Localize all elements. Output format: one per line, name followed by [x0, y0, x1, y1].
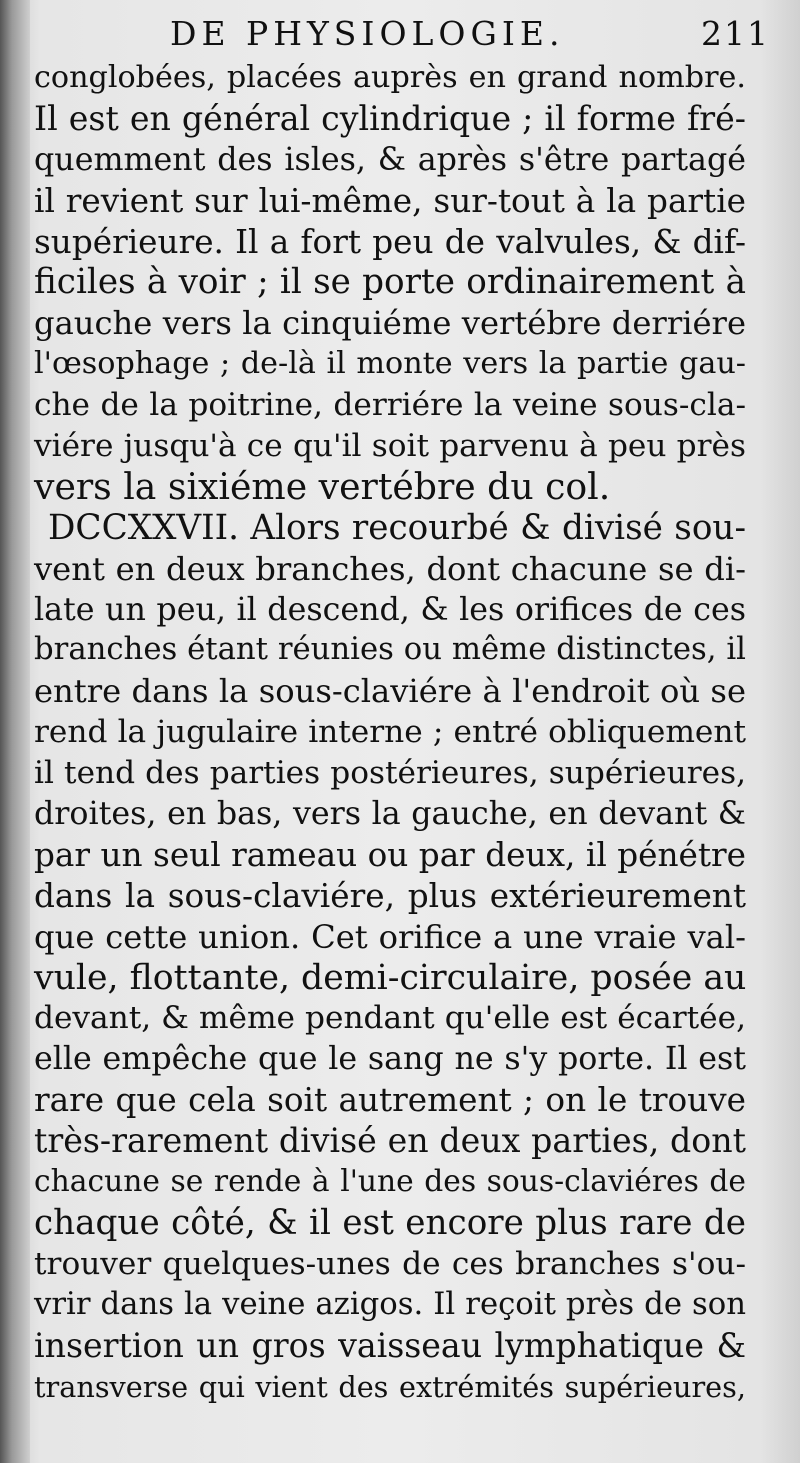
text-line: très-rarement divisé en deux parties, dont: [34, 1121, 746, 1161]
text-line: vrir dans la veine azigos. Il reçoit près de son: [34, 1286, 746, 1322]
text-line: transverse qui vient des extrémités supérieures,: [34, 1369, 746, 1404]
text-line: vers la sixiéme vertébre du col.: [34, 464, 611, 508]
text-line: par un seul rameau ou par deux, il pénétre: [34, 835, 746, 874]
text-line: quemment des isles, & après s'être partagé: [34, 141, 746, 178]
text-line: viére jusqu'à ce qu'il soit parvenu à peu près: [34, 428, 746, 465]
text-line: supérieure. Il a fort peu de valvules, & dif-: [34, 222, 746, 261]
text-line: chacune se rende à l'une des sous-claviéres de: [34, 1164, 746, 1200]
body-text: [34, 58, 746, 1407]
text-line: late un peu, il descend, & les orifices de ces: [34, 591, 746, 628]
running-head: DE PHYSIOLOGIE.: [170, 14, 565, 53]
text-line: chaque côté, & il est encore plus rare de: [34, 1202, 746, 1243]
text-line: gauche vers la cinquiéme vertébre derriére: [34, 304, 746, 343]
text-line: rend la jugulaire interne ; entré obliquement: [34, 714, 746, 751]
text-line: il tend des parties postérieures, supérieures,: [34, 755, 746, 792]
text-line: rare que cela soit autrement ; on le trouve: [34, 1081, 746, 1120]
page-number: 211: [701, 14, 770, 53]
text-line: dans la sous-claviére, plus extérieurement: [34, 876, 746, 915]
text-line: vent en deux branches, dont chacune se di-: [34, 549, 746, 588]
page-header: [170, 14, 770, 60]
text-line: trouver quelques-unes de ces branches s'ou-: [34, 1245, 746, 1282]
text-line: devant, & même pendant qu'elle est écartée,: [34, 1000, 746, 1037]
text-line: Il est en général cylindrique ; il forme fré-: [34, 98, 746, 138]
paragraph-start-line: DCCXXVII. Alors recourbé & divisé sou-: [48, 507, 746, 548]
text-line: il revient sur lui-même, sur-tout à la partie: [34, 181, 746, 220]
text-line: ficiles à voir ; il se porte ordinairement à: [34, 262, 746, 303]
text-line: entre dans la sous-claviére à l'endroit où se: [34, 672, 746, 711]
text-line: elle empêche que le sang ne s'y porte. Il est: [34, 1041, 746, 1078]
text-line: branches étant réunies ou même distinctes, il: [34, 632, 746, 668]
text-line: conglobées, placées auprès en grand nombre.: [34, 60, 746, 95]
text-line: insertion un gros vaisseau lymphatique &: [34, 1325, 746, 1365]
text-line: che de la poitrine, derriére la veine sous-cla-: [34, 387, 746, 424]
text-line: droites, en bas, vers la gauche, en devant &: [34, 796, 746, 833]
text-line: que cette union. Cet orifice a une vraie val-: [34, 917, 746, 956]
text-line: l'œsophage ; de-là il monte vers la partie gau-: [34, 346, 746, 382]
page-gutter-shadow: [0, 0, 30, 1463]
text-line: vule, flottante, demi-circulaire, posée au: [34, 957, 747, 998]
